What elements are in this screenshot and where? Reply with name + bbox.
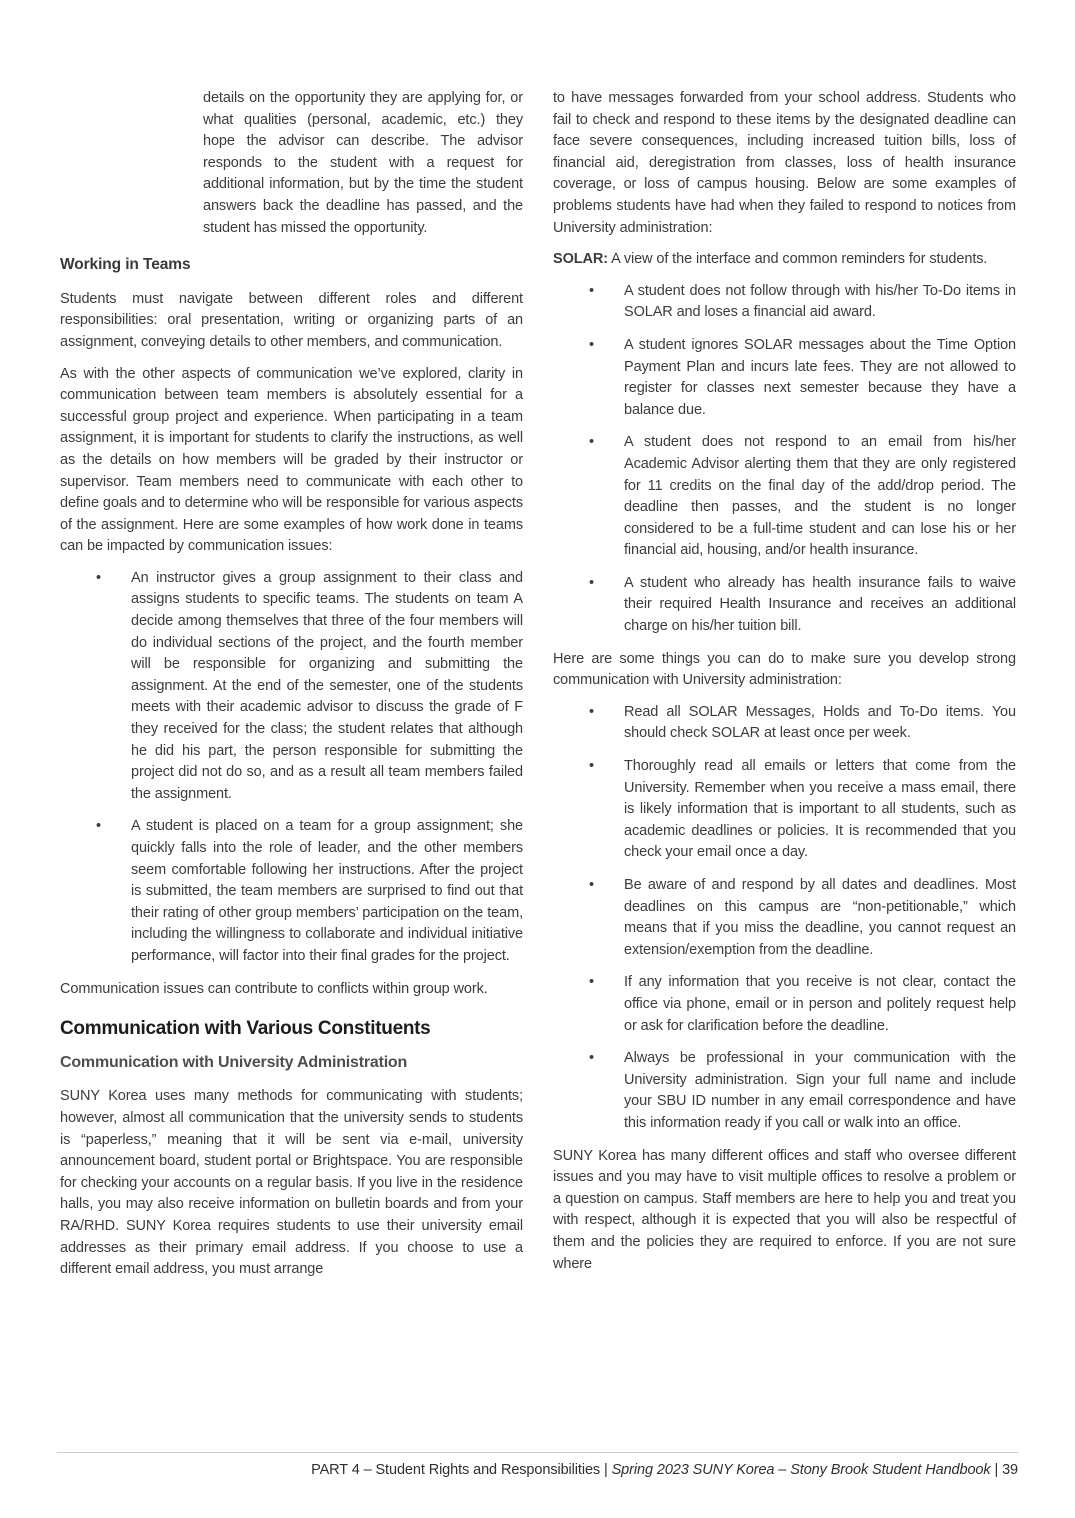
list-item: • A student does not follow through with his/her To-Do items in SOLAR and loses a financial aid award. [553,281,1016,324]
paragraph-offices: SUNY Korea has many different offices and staff who oversee different issues and you may have to visit multiple offices to resolve a problem or a question on campus. Staff members are here to help you and treat you with respect, although it is expected that you will also be respectful of them and the policies they are required to enforce. If you are not sure where [553,1147,1016,1272]
list-item: • If any information that you receive is not clear, contact the office via phone, email or in person and politely request help or ask for clarification before the deadline. [553,972,1016,1037]
list-item: • An instructor gives a group assignment to their class and assigns students to specific teams. The students on team A decide among themselves that three of the four members will do individual sections of the project, and the fourth member will be responsible for organizing and submitting the assignment. At the end of the semester, one of the students meets with their academic advisor to discuss the grade of F they received for the class; the student relates that although he did his part, the person responsible for submitting the project did not do so, and as a result all team members failed the assignment. [60,568,523,806]
list-item: • A student who already has health insurance fails to waive their required Health Insurance and receives an additional charge on his/her tuition bill. [553,573,1016,638]
solar-label: SOLAR: [553,251,608,268]
page-content [60,88,1016,1291]
footer-page-number: | 39 [990,1462,1018,1478]
left-column [60,88,523,1291]
paragraph-as-with: As with the other aspects of communication we’ve explored, clarity in communication between team members is absolutely essential for a successful group project and experience. When participating in a team assignment, it is important for students to clarify the instructions, as well as the details on how members will be graded by their instructor or supervisor. Team members need to communicate with each other to define goals and to determine who will be responsible for various aspects of the assignment. Here are some examples of how work done in teams can be impacted by communication issues: [60,365,523,555]
list-item: • Be aware of and respond by all dates and deadlines. Most deadlines on this campus are “non-petitionable,” which means that if you miss the deadline, you cannot request an extension/exemption from the deadline. [553,875,1016,961]
solar-text: A view of the interface and common reminders for students. [607,251,988,268]
communication-tips-list [553,702,1016,1135]
page-footer [57,1452,1018,1478]
solar-problems-list [553,281,1016,638]
paragraph-suny-methods: SUNY Korea uses many methods for communicating with students; however, almost all communication that the university sends to students is “paperless,” meaning that it will be sent via e-mail, university announcement board, student portal or Brightspace. You are responsible for checking your accounts on a regular basis. If you live in the residence halls, you may also receive information on bulletin boards and from your RA/RHD. SUNY Korea requires students to use their university email addresses as their primary email address. If you choose to use a different email address, you must arrange [60,1088,523,1278]
paragraph-solar [553,249,1016,271]
heading-working-in-teams: Working in Teams [60,256,191,274]
list-item: • Read all SOLAR Messages, Holds and To-Do items. You should check SOLAR at least once per week. [553,702,1016,745]
list-item: • Thoroughly read all emails or letters that come from the University. Remember when you receive a mass email, there is likely information that is important to all students, such as academic deadlines or policies. It is recommended that you check your email once a day. [553,756,1016,864]
right-column [553,88,1016,1291]
list-item: • A student ignores SOLAR messages about the Time Option Payment Plan and incurs late fees. They are not allowed to register for classes next semester because they have a balance due. [553,335,1016,421]
paragraph-students-must: Students must navigate between different roles and different responsibilities: oral presentation, writing or organizing parts of an assignment, conveying details to other members, and communication. [60,290,523,350]
list-item: • Always be professional in your communication with the University administration. Sign your full name and include your SBU ID number in any email correspondence and have this information ready if you call or walk into an office. [553,1048,1016,1134]
footer-handbook-title: Spring 2023 SUNY Korea – Stony Brook Student Handbook [611,1462,991,1478]
list-item: • A student does not respond to an email from his/her Academic Advisor alerting them that they are only registered for 11 credits on the final day of the add/drop period. The deadline then passes, and the student is no longer considered to be a full-time student and can lose his or her financial aid, housing, and/or health insurance. [553,432,1016,562]
teamwork-example-list [60,568,523,968]
heading-university-admin: Communication with University Administration [60,1053,408,1071]
list-item: • A student is placed on a team for a group assignment; she quickly falls into the role of leader, and the other members seem comfortable following her instructions. After the project is submitted, the team members are surprised to find out that their rating of other group members’ participation on the team, including the willingness to collaborate and individual initiative performance, will factor into their final grades for the project. [60,816,523,967]
paragraph-here-are: Here are some things you can do to make sure you develop strong communication with University administration: [553,650,1016,689]
paragraph-communication-issues: Communication issues can contribute to conflicts within group work. [60,980,488,997]
paragraph-forwarded: to have messages forwarded from your school address. Students who fail to check and respond to these items by the designated deadline can face severe consequences, including increased tuition bills, loss of financial aid, deregistration from classes, loss of health insurance coverage, or loss of campus housing. Below are some examples of problems students have had when they failed to respond to notices from University administration: [553,90,1016,236]
continuation-paragraph: details on the opportunity they are applying for, or what qualities (personal, academic, etc.) they hope the advisor can describe. The advisor responds to the student with a request for additional information, but by the time the student answers back the deadline has passed, and the student has missed the opportunity. [203,90,523,236]
footer-part-label: PART 4 – Student Rights and Responsibilities | [311,1462,612,1478]
heading-various-constituents: Communication with Various Constituents [60,1018,431,1040]
